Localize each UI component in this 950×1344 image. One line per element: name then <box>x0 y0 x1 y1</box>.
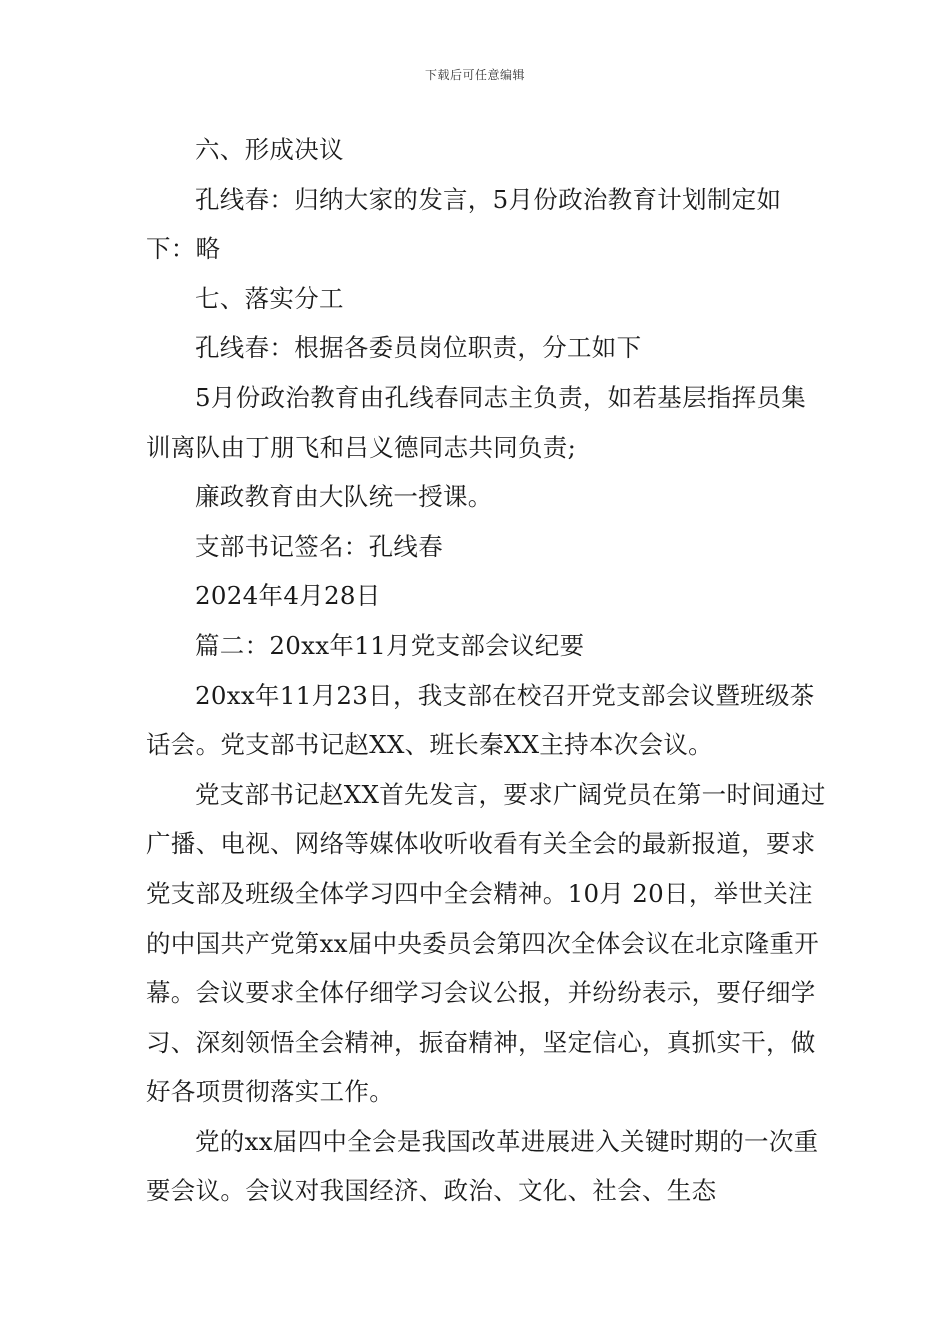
signature-line: 支部书记签名：孔线春 <box>195 531 443 561</box>
paragraph: 党支部书记赵XX首先发言，要求广阔党员在第一时间通过广播、电视、网络等媒体收听收看有关全会的最新报道，要求党支部及班级全体学习四中全会精神。10月 20日，举世关注的中国共产党第xx届中央委员会第四次全体会议在北京隆重开幕。会议要求全体仔细学习会议公报，并纷纷表示，要仔细学习、深刻领悟全会精神，振奋精神，坚定信心，真抓实干，做好各项贯彻落实工作。 <box>146 779 826 1107</box>
paragraph: 廉政教育由大队统一授课。 <box>195 482 493 512</box>
section-heading-division: 七、落实分工 <box>195 283 344 313</box>
paragraph: 孔线春：根据各委员岗位职责，分工如下 <box>195 333 642 363</box>
article-title: 篇二：20xx年11月党支部会议纪要 <box>195 630 585 660</box>
paragraph: 5月份政治教育由孔线春同志主负责，如若基层指挥员集训离队由丁朋飞和吕义德同志共同负责; <box>146 382 807 462</box>
date-line: 2024年4月28日 <box>195 581 381 611</box>
section-heading-resolution: 六、形成决议 <box>195 135 344 164</box>
document-body <box>146 125 826 1216</box>
paragraph: 孔线春：归纳大家的发言，5月份政治教育计划制定如下：略 <box>146 184 782 264</box>
paragraph: 20xx年11月23日，我支部在校召开党支部会议暨班级茶话会。党支部书记赵XX、班长秦XX主持本次会议。 <box>146 680 815 760</box>
paragraph: 党的xx届四中全会是我国改革进展进入关键时期的一次重要会议。会议对我国经济、政治、文化、社会、生态 <box>146 1126 819 1206</box>
page-header: 下载后可任意编辑 <box>424 68 525 82</box>
